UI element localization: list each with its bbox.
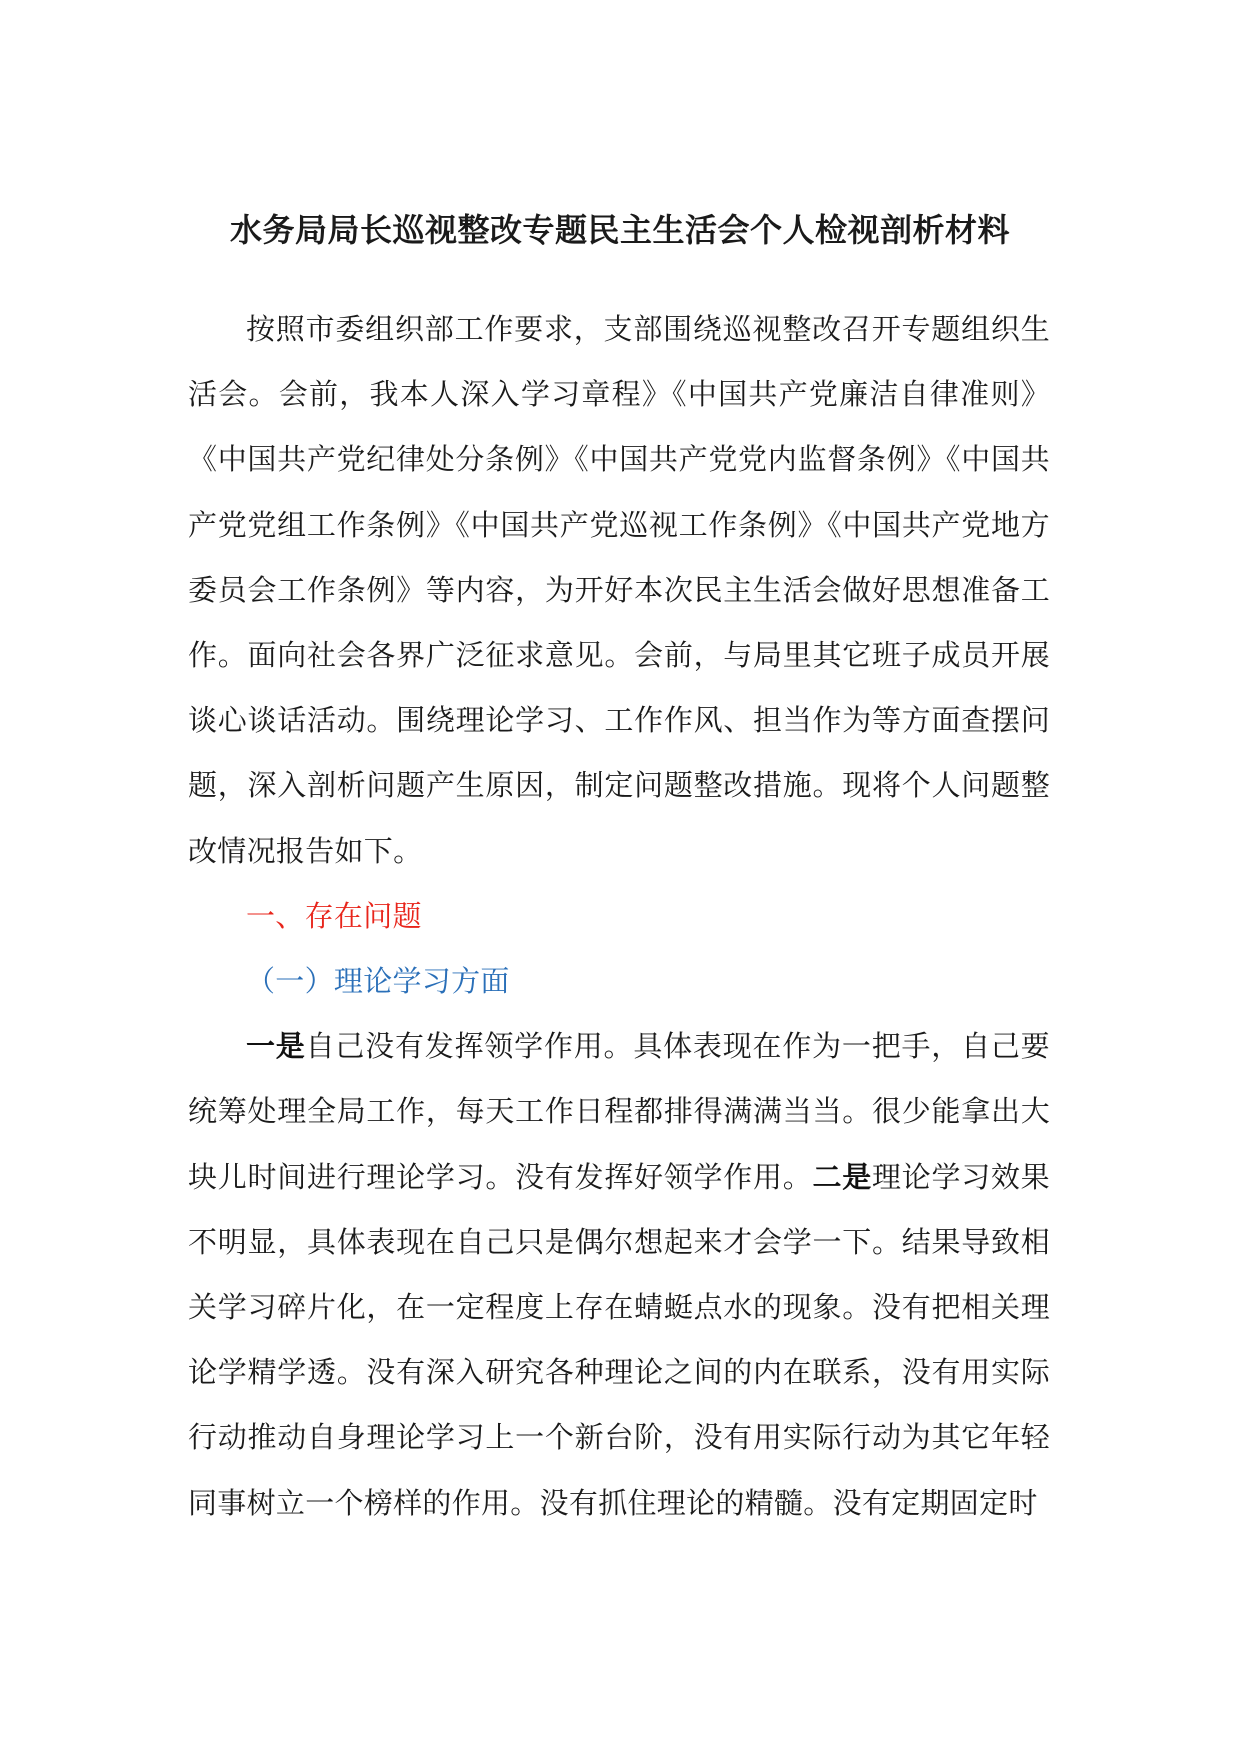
problem-paragraph [188,1014,1050,1536]
intro-paragraph: 按照市委组织部工作要求，支部围绕巡视整改召开专题组织生活会。会前，我本人深入学习章程》《中国共产党廉洁自律准则》《中国共产党纪律处分条例》《中国共产党党内监督条例》《中国共产党党组工作条例》《中国共产党巡视工作条例》《中国共产党地方委员会工作条例》等内容，为开好本次民主生活会做好思想准备工作。面向社会各界广泛征求意见。会前，与局里其它班子成员开展谈心谈话活动。围绕理论学习、工作作风、担当作为等方面查摆问题，深入剖析问题产生原因，制定问题整改措施。现将个人问题整改情况报告如下。 [188,312,1050,868]
point-2-text: 理论学习效果不明显，具体表现在自己只是偶尔想起来才会学一下。结果导致相关学习碎片化，在一定程度上存在蜻蜓点水的现象。没有把相关理论学精学透。没有深入研究各种理论之间的内在联系，没有用实际行动推动自身理论学习上一个新台阶，没有用实际行动为其它年轻同事树立一个榜样的作用。没有抓住理论的精髓。没有定期固定时 [188,1159,1050,1520]
point-2-lead: 二是 [812,1159,872,1194]
document-body [188,297,1050,1536]
point-1-text: 自己没有发挥领学作用。具体表现在作为一把手，自己要统筹处理全局工作，每天工作日程都排得满满当当。很少能拿出大块儿时间进行理论学习。没有发挥好领学作用。 [188,1029,1050,1194]
section-heading-problems: 一、存在问题 [246,898,422,933]
document-title: 水务局局长巡视整改专题民主生活会个人检视剖析材料 [229,211,1010,249]
point-1-lead: 一是 [246,1029,306,1064]
subsection-heading-theory: （一）理论学习方面 [246,964,510,999]
